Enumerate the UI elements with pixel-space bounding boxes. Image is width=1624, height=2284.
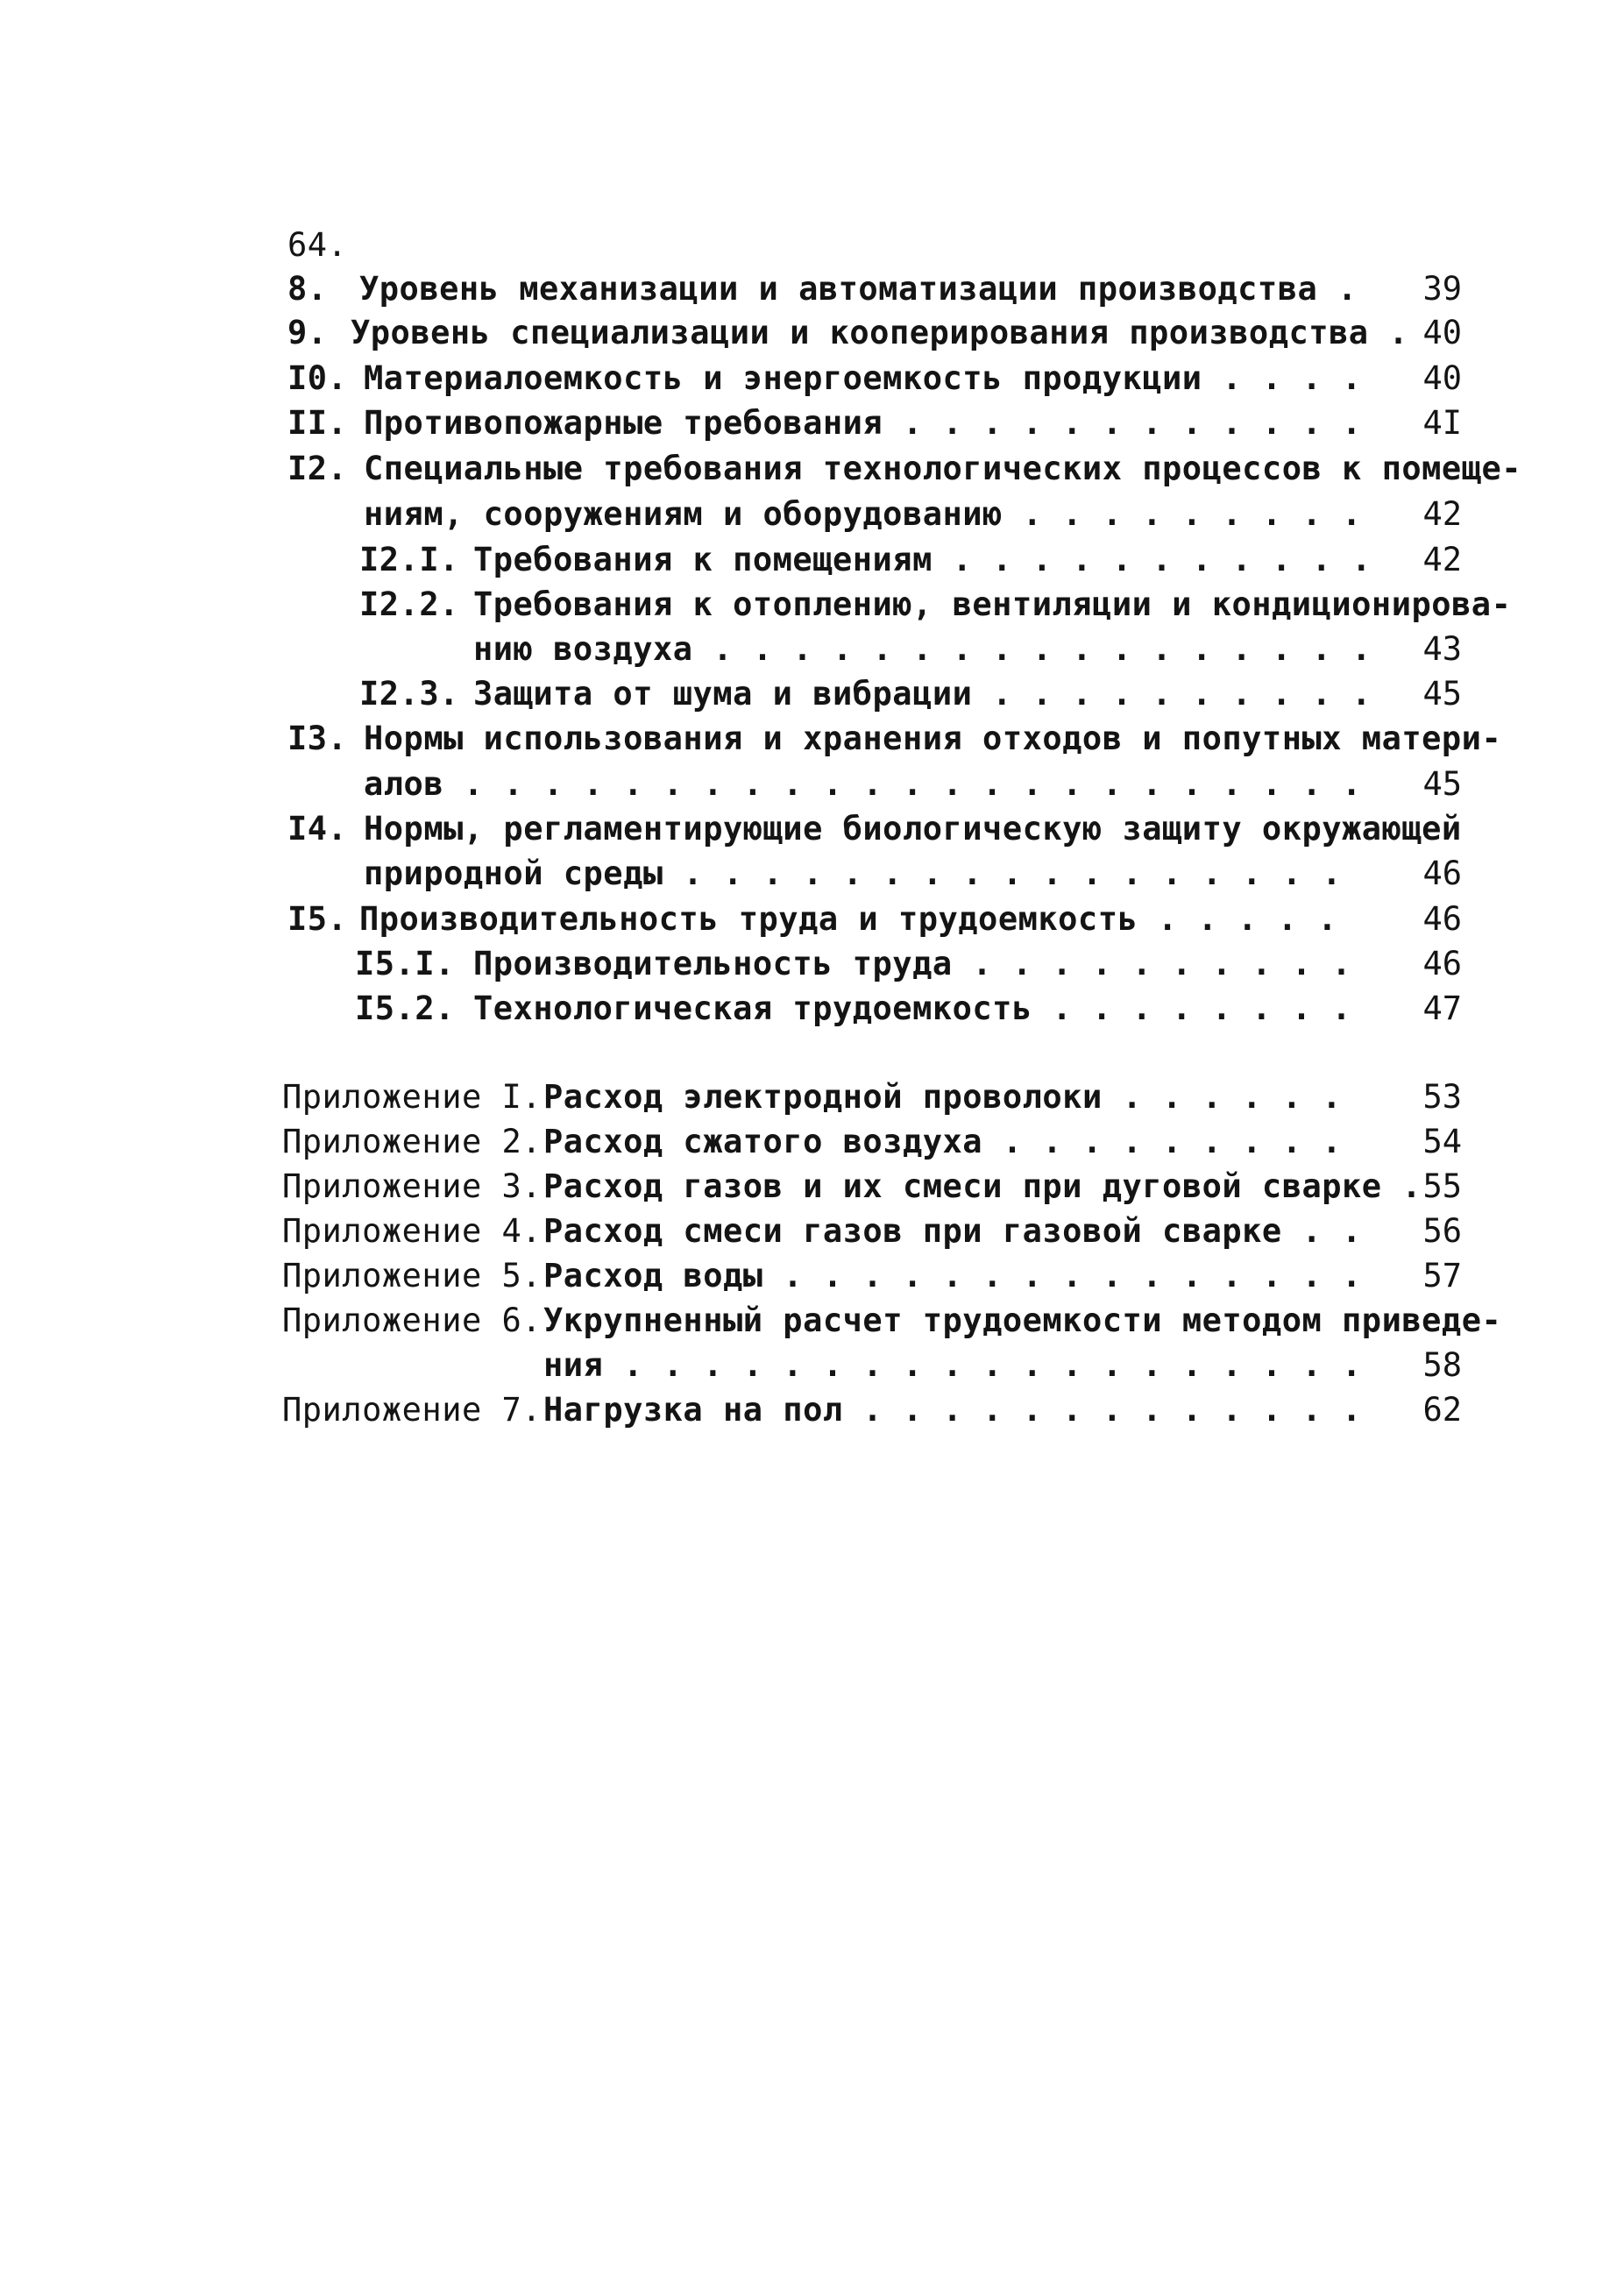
page-number: 64. — [287, 226, 348, 264]
appendix-label: Приложение I. — [282, 1078, 543, 1116]
toc-page-number: 45 — [1422, 765, 1462, 803]
toc-item-number: II. — [287, 404, 348, 442]
toc-item-number: I5. — [287, 900, 348, 938]
toc-leader-dots: . . . . . . . . . — [1002, 495, 1362, 533]
appendix-title: Нагрузка на пол — [543, 1391, 843, 1429]
appendix-page-number: 57 — [1422, 1257, 1462, 1295]
toc-item-number: 8. — [287, 270, 328, 308]
toc-leader-dots: . . . . — [1202, 359, 1362, 397]
appendix-page-number: 54 — [1422, 1123, 1462, 1160]
toc-item-title-continued: нию воздуха — [473, 630, 693, 668]
toc-item-title: Технологическая трудоемкость — [473, 989, 1032, 1027]
appendix-label: Приложение 4. — [282, 1212, 543, 1250]
appendix-title: Расход смеси газов при газовой сварке — [543, 1212, 1282, 1250]
toc-leader-dots: . . . . . . . . . . . — [932, 541, 1372, 578]
toc-page-number: 40 — [1422, 359, 1462, 397]
toc-page-number: 46 — [1422, 945, 1462, 982]
toc-item-title: Уровень механизации и автоматизации производства — [359, 270, 1318, 308]
toc-item-title: Производительность труда — [473, 945, 953, 982]
toc-page-number: 42 — [1422, 495, 1462, 533]
appendix-title: Расход сжатого воздуха — [543, 1123, 983, 1160]
toc-item-title: Нормы использования и хранения отходов и попутных матери- — [364, 720, 1502, 757]
appendix-leader-dots: . — [1381, 1167, 1422, 1205]
toc-leader-dots: . — [1368, 314, 1409, 351]
appendix-leader-dots: . . . . . . — [1102, 1078, 1343, 1116]
toc-page-number: 4I — [1422, 404, 1462, 442]
toc-page-number: 42 — [1422, 541, 1462, 578]
appendix-leader-dots: . . . . . . . . . . . . . — [842, 1391, 1362, 1429]
toc-item-number: I2. — [287, 450, 348, 487]
appendix-title: Укрупненный расчет трудоемкости методом приведе- — [543, 1302, 1502, 1339]
toc-item-number: I2.2. — [359, 585, 459, 623]
toc-item-title: Уровень специализации и кооперирования производства — [351, 314, 1369, 351]
toc-item-title: Противопожарные требования — [364, 404, 883, 442]
toc-item-title: Материалоемкость и энергоемкость продукции — [364, 359, 1202, 397]
toc-leader-dots: . . . . . . . . . . — [972, 675, 1372, 713]
toc-item-title-continued: природной среды — [364, 855, 663, 892]
toc-leader-dots: . . . . . . . . . . . . . . . . . — [663, 855, 1343, 892]
toc-item-number: I0. — [287, 359, 348, 397]
appendix-leader-dots: . . . . . . . . . — [982, 1123, 1343, 1160]
toc-leader-dots: . . . . . . . . . . — [952, 945, 1352, 982]
appendix-page-number: 62 — [1422, 1391, 1462, 1429]
toc-leader-dots: . . . . . . . . . . . . . . . . . — [692, 630, 1372, 668]
toc-leader-dots: . . . . . . . . . . . . . . . . . . . . . . . — [443, 765, 1362, 803]
appendix-leader-dots: . . . . . . . . . . . . . . . — [762, 1257, 1362, 1295]
toc-leader-dots: . . . . . . . . . . . . — [883, 404, 1362, 442]
toc-item-title-continued: ниям, сооружениям и оборудованию — [364, 495, 1003, 533]
appendix-page-number: 53 — [1422, 1078, 1462, 1116]
toc-item-title: Требования к отоплению, вентиляции и кондиционирова- — [473, 585, 1512, 623]
toc-item-title: Нормы, регламентирующие биологическую защиту окружающей — [364, 810, 1462, 848]
appendix-leader-dots: . . . . . . . . . . . . . . . . . . . — [603, 1346, 1362, 1384]
appendix-label: Приложение 2. — [282, 1123, 543, 1160]
appendix-label: Приложение 7. — [282, 1391, 543, 1429]
appendix-leader-dots: . . — [1281, 1212, 1362, 1250]
toc-page-number: 46 — [1422, 900, 1462, 938]
toc-page-number: 39 — [1422, 270, 1462, 308]
toc-item-title: Защита от шума и вибрации — [473, 675, 973, 713]
appendix-title-continued: ния — [543, 1346, 604, 1384]
toc-page-number: 47 — [1422, 989, 1462, 1027]
toc-item-title: Требования к помещениям — [473, 541, 933, 578]
appendix-label: Приложение 5. — [282, 1257, 543, 1295]
toc-item-number: I5.2. — [355, 989, 455, 1027]
toc-item-number: 9. — [287, 314, 328, 351]
toc-item-number: I2.I. — [359, 541, 459, 578]
toc-leader-dots: . . . . . . . . — [1032, 989, 1352, 1027]
appendix-label: Приложение 6. — [282, 1302, 543, 1339]
toc-item-number: I5.I. — [355, 945, 455, 982]
toc-page-number: 40 — [1422, 314, 1462, 351]
toc-item-number: I2.3. — [359, 675, 459, 713]
appendix-page-number: 56 — [1422, 1212, 1462, 1250]
appendix-title: Расход электродной проволоки — [543, 1078, 1103, 1116]
toc-page-number: 45 — [1422, 675, 1462, 713]
toc-item-title-continued: алов — [364, 765, 444, 803]
toc-leader-dots: . . . . . — [1138, 900, 1338, 938]
appendix-page-number: 58 — [1422, 1346, 1462, 1384]
toc-item-number: I3. — [287, 720, 348, 757]
toc-leader-dots: . — [1317, 270, 1358, 308]
appendix-title: Расход воды — [543, 1257, 763, 1295]
toc-page-number: 46 — [1422, 855, 1462, 892]
toc-item-number: I4. — [287, 810, 348, 848]
appendix-label: Приложение 3. — [282, 1167, 543, 1205]
appendix-title: Расход газов и их смеси при дуговой сварке — [543, 1167, 1382, 1205]
toc-item-title: Специальные требования технологических процессов к помеще- — [364, 450, 1522, 487]
toc-item-title: Производительность труда и трудоемкость — [359, 900, 1138, 938]
appendix-page-number: 55 — [1422, 1167, 1462, 1205]
toc-page-number: 43 — [1422, 630, 1462, 668]
